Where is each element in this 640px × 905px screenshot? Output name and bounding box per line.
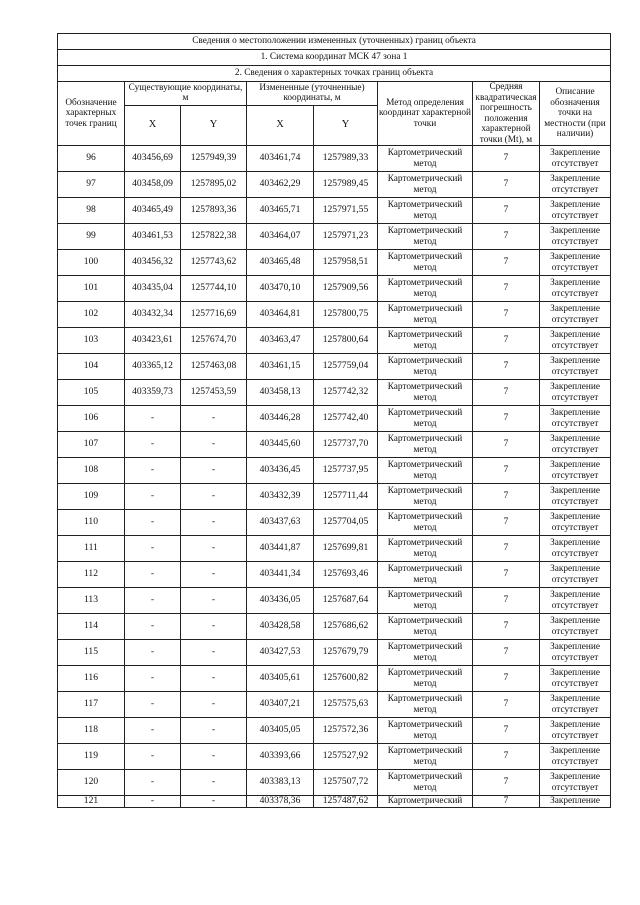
header-description: Описание обозначения точки на местности (при наличии) bbox=[540, 82, 611, 146]
cell-error: 7 bbox=[473, 224, 540, 250]
cell-changed-x: 403378,36 bbox=[247, 796, 314, 808]
cell-existing-y: 1257822,38 bbox=[181, 224, 247, 250]
cell-method: Картометрический метод bbox=[378, 406, 473, 432]
cell-method: Картометрический метод bbox=[378, 354, 473, 380]
cell-error: 7 bbox=[473, 354, 540, 380]
cell-existing-x: 403423,61 bbox=[125, 328, 181, 354]
cell-description: Закрепление отсутствует bbox=[540, 744, 611, 770]
cell-existing-x: - bbox=[125, 562, 181, 588]
cell-existing-y: 1257453,59 bbox=[181, 380, 247, 406]
cell-method: Картометрический метод bbox=[378, 172, 473, 198]
table-row bbox=[58, 276, 611, 302]
cell-method: Картометрический метод bbox=[378, 640, 473, 666]
cell-description: Закрепление bbox=[540, 796, 611, 808]
cell-method: Картометрический метод bbox=[378, 250, 473, 276]
cell-description: Закрепление отсутствует bbox=[540, 406, 611, 432]
cell-point-id: 112 bbox=[58, 562, 125, 588]
cell-existing-x: 403461,53 bbox=[125, 224, 181, 250]
cell-existing-x: - bbox=[125, 692, 181, 718]
cell-point-id: 96 bbox=[58, 146, 125, 172]
header-existing-coords: Существующие координаты, м bbox=[125, 82, 247, 106]
table-row bbox=[58, 614, 611, 640]
header-point-id: Обозначение характерных точек границ bbox=[58, 82, 125, 146]
cell-point-id: 97 bbox=[58, 172, 125, 198]
cell-description: Закрепление отсутствует bbox=[540, 484, 611, 510]
cell-existing-y: - bbox=[181, 640, 247, 666]
cell-error: 7 bbox=[473, 328, 540, 354]
header-error: Средняя квадратическая погрешность положения характерной точки (Mt), м bbox=[473, 82, 540, 146]
cell-error: 7 bbox=[473, 718, 540, 744]
cell-description: Закрепление отсутствует bbox=[540, 380, 611, 406]
cell-changed-y: 1257759,04 bbox=[314, 354, 378, 380]
cell-description: Закрепление отсутствует bbox=[540, 458, 611, 484]
table-row bbox=[58, 458, 611, 484]
cell-changed-x: 403436,45 bbox=[247, 458, 314, 484]
table-row bbox=[58, 224, 611, 250]
cell-description: Закрепление отсутствует bbox=[540, 562, 611, 588]
header-existing-y: Y bbox=[181, 105, 247, 145]
cell-error: 7 bbox=[473, 510, 540, 536]
cell-description: Закрепление отсутствует bbox=[540, 666, 611, 692]
cell-method: Картометрический метод bbox=[378, 770, 473, 796]
table-row bbox=[58, 536, 611, 562]
table-row bbox=[58, 666, 611, 692]
cell-error: 7 bbox=[473, 796, 540, 808]
cell-point-id: 117 bbox=[58, 692, 125, 718]
cell-existing-y: 1257744,10 bbox=[181, 276, 247, 302]
cell-error: 7 bbox=[473, 458, 540, 484]
cell-changed-x: 403445,60 bbox=[247, 432, 314, 458]
cell-existing-x: - bbox=[125, 510, 181, 536]
cell-method: Картометрический метод bbox=[378, 614, 473, 640]
cell-description: Закрепление отсутствует bbox=[540, 614, 611, 640]
cell-error: 7 bbox=[473, 692, 540, 718]
cell-point-id: 98 bbox=[58, 198, 125, 224]
cell-changed-y: 1257958,51 bbox=[314, 250, 378, 276]
cell-existing-x: 403435,04 bbox=[125, 276, 181, 302]
cell-existing-y: - bbox=[181, 406, 247, 432]
table-row bbox=[58, 770, 611, 796]
cell-error: 7 bbox=[473, 484, 540, 510]
cell-point-id: 121 bbox=[58, 796, 125, 808]
cell-existing-y: - bbox=[181, 666, 247, 692]
table-row bbox=[58, 562, 611, 588]
table-row bbox=[58, 198, 611, 224]
cell-changed-y: 1257737,70 bbox=[314, 432, 378, 458]
cell-error: 7 bbox=[473, 640, 540, 666]
cell-error: 7 bbox=[473, 770, 540, 796]
cell-changed-x: 403383,13 bbox=[247, 770, 314, 796]
cell-existing-x: - bbox=[125, 770, 181, 796]
cell-description: Закрепление отсутствует bbox=[540, 432, 611, 458]
cell-changed-y: 1257693,46 bbox=[314, 562, 378, 588]
cell-method: Картометрический метод bbox=[378, 744, 473, 770]
cell-changed-x: 403441,87 bbox=[247, 536, 314, 562]
cell-method: Картометрический метод bbox=[378, 432, 473, 458]
cell-method: Картометрический метод bbox=[378, 302, 473, 328]
cell-existing-y: - bbox=[181, 796, 247, 808]
table-row bbox=[58, 692, 611, 718]
cell-description: Закрепление отсутствует bbox=[540, 328, 611, 354]
cell-error: 7 bbox=[473, 666, 540, 692]
cell-changed-y: 1257600,82 bbox=[314, 666, 378, 692]
cell-existing-x: - bbox=[125, 536, 181, 562]
cell-existing-x: - bbox=[125, 432, 181, 458]
cell-changed-x: 403427,53 bbox=[247, 640, 314, 666]
cell-error: 7 bbox=[473, 432, 540, 458]
cell-point-id: 114 bbox=[58, 614, 125, 640]
cell-description: Закрепление отсутствует bbox=[540, 172, 611, 198]
cell-point-id: 108 bbox=[58, 458, 125, 484]
cell-point-id: 116 bbox=[58, 666, 125, 692]
cell-method: Картометрический метод bbox=[378, 328, 473, 354]
table-row bbox=[58, 354, 611, 380]
cell-error: 7 bbox=[473, 198, 540, 224]
cell-description: Закрепление отсутствует bbox=[540, 692, 611, 718]
cell-existing-x: - bbox=[125, 458, 181, 484]
cell-existing-y: 1257949,39 bbox=[181, 146, 247, 172]
cell-existing-y: - bbox=[181, 692, 247, 718]
cell-existing-y: - bbox=[181, 562, 247, 588]
cell-changed-y: 1257572,36 bbox=[314, 718, 378, 744]
cell-existing-y: 1257463,08 bbox=[181, 354, 247, 380]
cell-changed-y: 1257989,33 bbox=[314, 146, 378, 172]
cell-description: Закрепление отсутствует bbox=[540, 302, 611, 328]
table-row bbox=[58, 484, 611, 510]
cell-error: 7 bbox=[473, 588, 540, 614]
cell-existing-x: 403456,69 bbox=[125, 146, 181, 172]
cell-existing-x: - bbox=[125, 406, 181, 432]
cell-existing-y: - bbox=[181, 770, 247, 796]
cell-changed-y: 1257800,64 bbox=[314, 328, 378, 354]
cell-changed-x: 403405,61 bbox=[247, 666, 314, 692]
cell-description: Закрепление отсутствует bbox=[540, 198, 611, 224]
cell-changed-x: 403446,28 bbox=[247, 406, 314, 432]
cell-changed-y: 1257737,95 bbox=[314, 458, 378, 484]
cell-existing-y: - bbox=[181, 614, 247, 640]
cell-changed-y: 1257971,23 bbox=[314, 224, 378, 250]
cell-changed-x: 403464,07 bbox=[247, 224, 314, 250]
cell-changed-y: 1257487,62 bbox=[314, 796, 378, 808]
cell-changed-y: 1257971,55 bbox=[314, 198, 378, 224]
cell-existing-y: 1257674,70 bbox=[181, 328, 247, 354]
cell-error: 7 bbox=[473, 250, 540, 276]
cell-point-id: 101 bbox=[58, 276, 125, 302]
cell-error: 7 bbox=[473, 562, 540, 588]
cell-changed-x: 403465,48 bbox=[247, 250, 314, 276]
cell-existing-y: - bbox=[181, 536, 247, 562]
cell-description: Закрепление отсутствует bbox=[540, 770, 611, 796]
cell-changed-x: 403470,10 bbox=[247, 276, 314, 302]
cell-method: Картометрический метод bbox=[378, 510, 473, 536]
header-changed-coords: Измененные (уточненные) координаты, м bbox=[247, 82, 378, 106]
cell-point-id: 106 bbox=[58, 406, 125, 432]
cell-existing-y: - bbox=[181, 510, 247, 536]
cell-existing-x: - bbox=[125, 484, 181, 510]
cell-changed-x: 403462,29 bbox=[247, 172, 314, 198]
cell-point-id: 111 bbox=[58, 536, 125, 562]
table-row bbox=[58, 718, 611, 744]
cell-error: 7 bbox=[473, 614, 540, 640]
header-changed-y: Y bbox=[314, 105, 378, 145]
cell-changed-y: 1257686,62 bbox=[314, 614, 378, 640]
cell-existing-x: 403359,73 bbox=[125, 380, 181, 406]
cell-error: 7 bbox=[473, 146, 540, 172]
cell-point-id: 118 bbox=[58, 718, 125, 744]
cell-method: Картометрический метод bbox=[378, 198, 473, 224]
cell-description: Закрепление отсутствует bbox=[540, 276, 611, 302]
cell-existing-y: - bbox=[181, 718, 247, 744]
cell-changed-y: 1257704,05 bbox=[314, 510, 378, 536]
cell-method: Картометрический метод bbox=[378, 224, 473, 250]
cell-existing-x: - bbox=[125, 666, 181, 692]
cell-error: 7 bbox=[473, 406, 540, 432]
cell-point-id: 113 bbox=[58, 588, 125, 614]
cell-existing-x: 403465,49 bbox=[125, 198, 181, 224]
cell-error: 7 bbox=[473, 536, 540, 562]
cell-existing-x: 403458,09 bbox=[125, 172, 181, 198]
cell-changed-x: 403436,05 bbox=[247, 588, 314, 614]
cell-error: 7 bbox=[473, 172, 540, 198]
header-changed-x: X bbox=[247, 105, 314, 145]
cell-method: Картометрический метод bbox=[378, 588, 473, 614]
cell-existing-y: 1257716,69 bbox=[181, 302, 247, 328]
cell-existing-y: 1257895,02 bbox=[181, 172, 247, 198]
cell-error: 7 bbox=[473, 276, 540, 302]
cell-method: Картометрический метод bbox=[378, 562, 473, 588]
cell-error: 7 bbox=[473, 380, 540, 406]
cell-method: Картометрический метод bbox=[378, 276, 473, 302]
cell-existing-x: 403432,34 bbox=[125, 302, 181, 328]
cell-changed-y: 1257742,32 bbox=[314, 380, 378, 406]
cell-point-id: 119 bbox=[58, 744, 125, 770]
cell-changed-y: 1257507,72 bbox=[314, 770, 378, 796]
cell-method: Картометрический метод bbox=[378, 666, 473, 692]
cell-changed-x: 403437,63 bbox=[247, 510, 314, 536]
cell-existing-y: 1257743,62 bbox=[181, 250, 247, 276]
cell-description: Закрепление отсутствует bbox=[540, 354, 611, 380]
cell-changed-x: 403461,15 bbox=[247, 354, 314, 380]
cell-existing-y: 1257893,36 bbox=[181, 198, 247, 224]
cell-point-id: 100 bbox=[58, 250, 125, 276]
table-row bbox=[58, 380, 611, 406]
table-row bbox=[58, 328, 611, 354]
cell-point-id: 105 bbox=[58, 380, 125, 406]
cell-point-id: 115 bbox=[58, 640, 125, 666]
cell-point-id: 99 bbox=[58, 224, 125, 250]
cell-changed-y: 1257711,44 bbox=[314, 484, 378, 510]
cell-method: Картометрический bbox=[378, 796, 473, 808]
cell-changed-x: 403441,34 bbox=[247, 562, 314, 588]
cell-error: 7 bbox=[473, 744, 540, 770]
table-row bbox=[58, 250, 611, 276]
table-title: Сведения о местоположении измененных (уточненных) границ объекта bbox=[58, 34, 611, 50]
cell-existing-y: - bbox=[181, 432, 247, 458]
cell-existing-x: - bbox=[125, 744, 181, 770]
table-row bbox=[58, 796, 611, 808]
cell-changed-x: 403407,21 bbox=[247, 692, 314, 718]
cell-error: 7 bbox=[473, 302, 540, 328]
cell-point-id: 107 bbox=[58, 432, 125, 458]
table-row bbox=[58, 172, 611, 198]
cell-method: Картометрический метод bbox=[378, 536, 473, 562]
cell-method: Картометрический метод bbox=[378, 146, 473, 172]
table-row bbox=[58, 146, 611, 172]
cell-point-id: 103 bbox=[58, 328, 125, 354]
cell-changed-y: 1257742,40 bbox=[314, 406, 378, 432]
cell-point-id: 120 bbox=[58, 770, 125, 796]
cell-changed-x: 403461,74 bbox=[247, 146, 314, 172]
cell-description: Закрепление отсутствует bbox=[540, 224, 611, 250]
cell-existing-x: - bbox=[125, 796, 181, 808]
cell-changed-x: 403464,81 bbox=[247, 302, 314, 328]
cell-description: Закрепление отсутствует bbox=[540, 718, 611, 744]
header-method: Метод определения координат характерной точки bbox=[378, 82, 473, 146]
cell-changed-y: 1257679,79 bbox=[314, 640, 378, 666]
cell-changed-y: 1257687,64 bbox=[314, 588, 378, 614]
cell-changed-x: 403432,39 bbox=[247, 484, 314, 510]
cell-description: Закрепление отсутствует bbox=[540, 588, 611, 614]
header-existing-x: X bbox=[125, 105, 181, 145]
points-caption: 2. Сведения о характерных точках границ объекта bbox=[58, 66, 611, 82]
boundary-points-table bbox=[57, 33, 611, 808]
table-row bbox=[58, 640, 611, 666]
table-row bbox=[58, 432, 611, 458]
cell-existing-y: - bbox=[181, 484, 247, 510]
cell-point-id: 104 bbox=[58, 354, 125, 380]
table-row bbox=[58, 510, 611, 536]
cell-changed-y: 1257699,81 bbox=[314, 536, 378, 562]
cell-existing-y: - bbox=[181, 744, 247, 770]
table-row bbox=[58, 406, 611, 432]
cell-point-id: 102 bbox=[58, 302, 125, 328]
cell-changed-x: 403458,13 bbox=[247, 380, 314, 406]
cell-changed-x: 403428,58 bbox=[247, 614, 314, 640]
cell-description: Закрепление отсутствует bbox=[540, 640, 611, 666]
cell-method: Картометрический метод bbox=[378, 718, 473, 744]
cell-existing-x: - bbox=[125, 588, 181, 614]
cell-existing-x: - bbox=[125, 718, 181, 744]
cell-changed-x: 403405,05 bbox=[247, 718, 314, 744]
cell-description: Закрепление отсутствует bbox=[540, 536, 611, 562]
cell-method: Картометрический метод bbox=[378, 458, 473, 484]
cell-changed-y: 1257575,63 bbox=[314, 692, 378, 718]
cell-description: Закрепление отсутствует bbox=[540, 250, 611, 276]
cell-existing-x: - bbox=[125, 614, 181, 640]
cell-existing-x: - bbox=[125, 640, 181, 666]
cell-changed-y: 1257800,75 bbox=[314, 302, 378, 328]
cell-description: Закрепление отсутствует bbox=[540, 510, 611, 536]
cell-changed-y: 1257909,56 bbox=[314, 276, 378, 302]
cell-method: Картометрический метод bbox=[378, 380, 473, 406]
table-row bbox=[58, 588, 611, 614]
cell-changed-y: 1257989,45 bbox=[314, 172, 378, 198]
cell-existing-y: - bbox=[181, 458, 247, 484]
cell-changed-y: 1257527,92 bbox=[314, 744, 378, 770]
table-row bbox=[58, 744, 611, 770]
cell-existing-x: 403365,12 bbox=[125, 354, 181, 380]
cell-point-id: 109 bbox=[58, 484, 125, 510]
cell-changed-x: 403463,47 bbox=[247, 328, 314, 354]
cell-method: Картометрический метод bbox=[378, 484, 473, 510]
cell-existing-x: 403456,32 bbox=[125, 250, 181, 276]
cell-changed-x: 403393,66 bbox=[247, 744, 314, 770]
coordinate-system-caption: 1. Система координат МСК 47 зона 1 bbox=[58, 50, 611, 66]
cell-point-id: 110 bbox=[58, 510, 125, 536]
cell-existing-y: - bbox=[181, 588, 247, 614]
table-row bbox=[58, 302, 611, 328]
cell-method: Картометрический метод bbox=[378, 692, 473, 718]
cell-description: Закрепление отсутствует bbox=[540, 146, 611, 172]
cell-changed-x: 403465,71 bbox=[247, 198, 314, 224]
